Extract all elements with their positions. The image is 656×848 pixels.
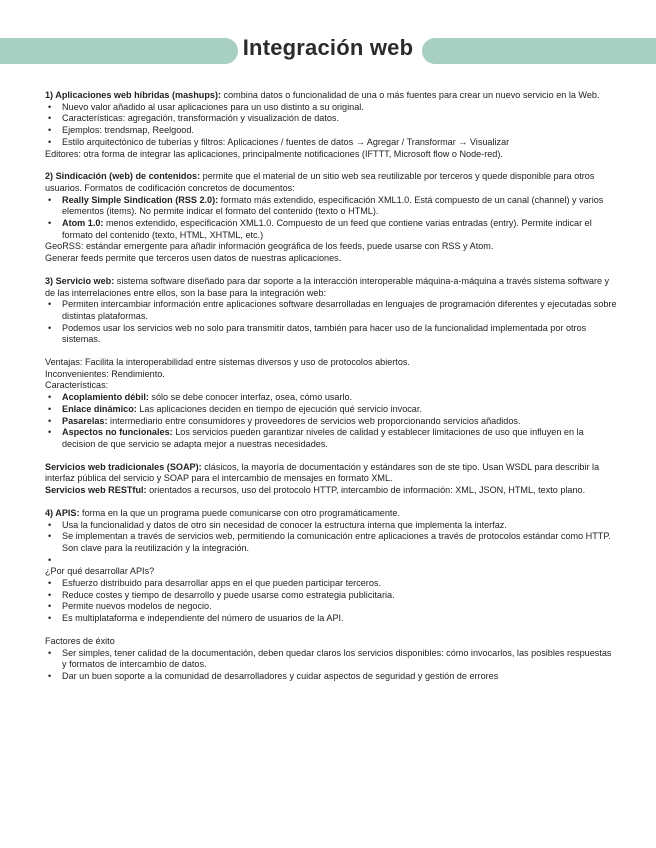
bullet-list [45,648,617,683]
list-item: • Ser simples, tener calidad de la documentación, deben quedar claros los servicios disponibles: cómo invocarlos, las posibles respuestas y formatos de intercambio de datos. [45,648,617,671]
section-sindicacion [45,171,617,265]
georss-text: GeoRSS: estándar emergente para añadir información geográfica de los feeds, puede usarse con RSS y Atom. [45,241,494,252]
bullet-list [45,102,617,149]
list-item: • Ejemplos: trendsmap, Reelgood. [45,125,617,137]
list-item: • Aspectos no funcionales: Los servicios pueden garantizar niveles de calidad y establecer limitaciones de uso que influyen en la decision de que servicio se adapta mejor a nuestras necesidades. [45,427,617,450]
factores-label: Factores de éxito [45,635,115,646]
section-heading: 3) Servicio web: [45,275,115,286]
list-item: • Atom 1.0: menos extendido, especificación XML1.0. Compuesto de un feed que contiene varias entradas (entry). Permite indicar el formato del contenido (texto, HTML, XHTML, etc.) [45,218,617,241]
caracteristicas-label: Características: [45,380,109,391]
list-item: • Es multiplataforma e independiente del número de usuarios de la API. [45,613,617,625]
document-body [45,90,617,683]
list-item: • Estilo arquitectónico de tuberías y filtros: Aplicaciones / fuentes de datos → Agregar / Transformar → Visualizar [45,137,617,149]
list-item: • Podemos usar los servicios web no solo para transmitir datos, también para hacer uso de la funcionalidad implementada por otros sistemas. [45,323,617,346]
why-label: ¿Por qué desarrollar APIs? [45,566,155,577]
list-item: • Enlace dinámico: Las aplicaciones deciden en tiempo de ejecución qué servicio invocar. [45,404,617,416]
bullet-list [45,578,617,625]
section-apis [45,508,617,683]
section-intro: 2) Sindicación (web) de contenidos: permite que el material de un sitio web sea reutilizable por terceros y quede disponible para otros usuarios. Formatos de codificación concretos de documentos: [45,171,595,193]
bullet-list [45,195,617,242]
editores-text: Editores: otra forma de integrar las aplicaciones, principalmente notificaciones (IFTTT, Microsoft flow o Node-red). [45,148,503,159]
rest-text: Servicios web RESTful: orientados a recursos, uso del protocolo HTTP, intercambio de información: XML, JSON, HTML, texto plano. [45,485,586,496]
list-item [45,555,617,567]
list-item: • Permiten intercambiar información entre aplicaciones software desarrolladas en lenguajes de programación diferentes y ejecutadas sobre distintas plataformas. [45,299,617,322]
list-item: • Acoplamiento débil: sólo se debe conocer interfaz, osea, cómo usarlo. [45,392,617,404]
bullet-list [45,299,617,346]
page-header [0,34,656,68]
list-item: • Se implementan a través de servicios web, permitiendo la comunicación entre aplicaciones a través de protocolos estándar como HTTP. Son clave para la reutilización y la integración. [45,531,617,554]
section-heading: 4) APIS: [45,507,80,518]
list-item: • Dar un buen soporte a la comunidad de desarrolladores y cuidar aspectos de seguridad y gestión de errores [45,671,617,683]
list-item: • Pasarelas: intermediario entre consumidores y proveedores de servicios web proporcionando servicios añadidos. [45,416,617,428]
section-heading: 2) Sindicación (web) de contenidos: [45,171,201,182]
section-intro: 1) Aplicaciones web híbridas (mashups): combina datos o funcionalidad de una o más fuentes para crear un nuevo servicio en la Web. [45,90,600,100]
bullet-list [45,520,617,567]
feeds-text: Generar feeds permite que terceros usen datos de nuestras aplicaciones. [45,253,342,264]
section-intro: 4) APIS: forma en la que un programa puede comunicarse con otro programáticamente. [45,507,401,518]
list-item: • Really Simple Sindication (RSS 2.0): formato más extendido, especificación XML1.0. Está compuesto de un canal (channel) y varios elementos (items). No permite indicar el formato del contenido (texto o HTML). [45,195,617,218]
list-item: • Nuevo valor añadido al usar aplicaciones para un uso distinto a su original. [45,102,617,114]
list-item: • Permite nuevos modelos de negocio. [45,601,617,613]
section-heading: 1) Aplicaciones web híbridas (mashups): [45,90,222,100]
section-intro: 3) Servicio web: sistema software diseñado para dar soporte a la interacción interoperable máquina-a-máquina a través sistema software y de las interrelaciones entre ellos, son la base para la integración web: [45,275,610,298]
list-item: • Esfuerzo distribuido para desarrollar apps en el que pueden participar terceros. [45,578,617,590]
list-item: • Usa la funcionalidad y datos de otro sin necesidad de conocer la estructura interna que implementa la interfaz. [45,520,617,532]
page-title: Integración web [242,35,414,60]
list-item: • Reduce costes y tiempo de desarrollo y puede usarse como estrategia publicitaria. [45,590,617,602]
bullet-list [45,392,617,451]
section-servicio-web [45,276,617,497]
soap-text: Servicios web tradicionales (SOAP): clásicos, la mayoría de documentación y estándares son de ste tipo. Usan WSDL para describir la interfaz pública del servicio y SOAP para el intercambio de mensajes en formato XML. [45,461,600,484]
list-item: • Características: agregación, transformación y visualización de datos. [45,113,617,125]
section-mashups [45,90,617,160]
ventajas-text: Ventajas: Facilita la interoperabilidad entre sistemas diversos y uso de protocolos abiertos. [45,357,410,368]
inconvenientes-text: Inconvenientes: Rendimiento. [45,368,165,379]
